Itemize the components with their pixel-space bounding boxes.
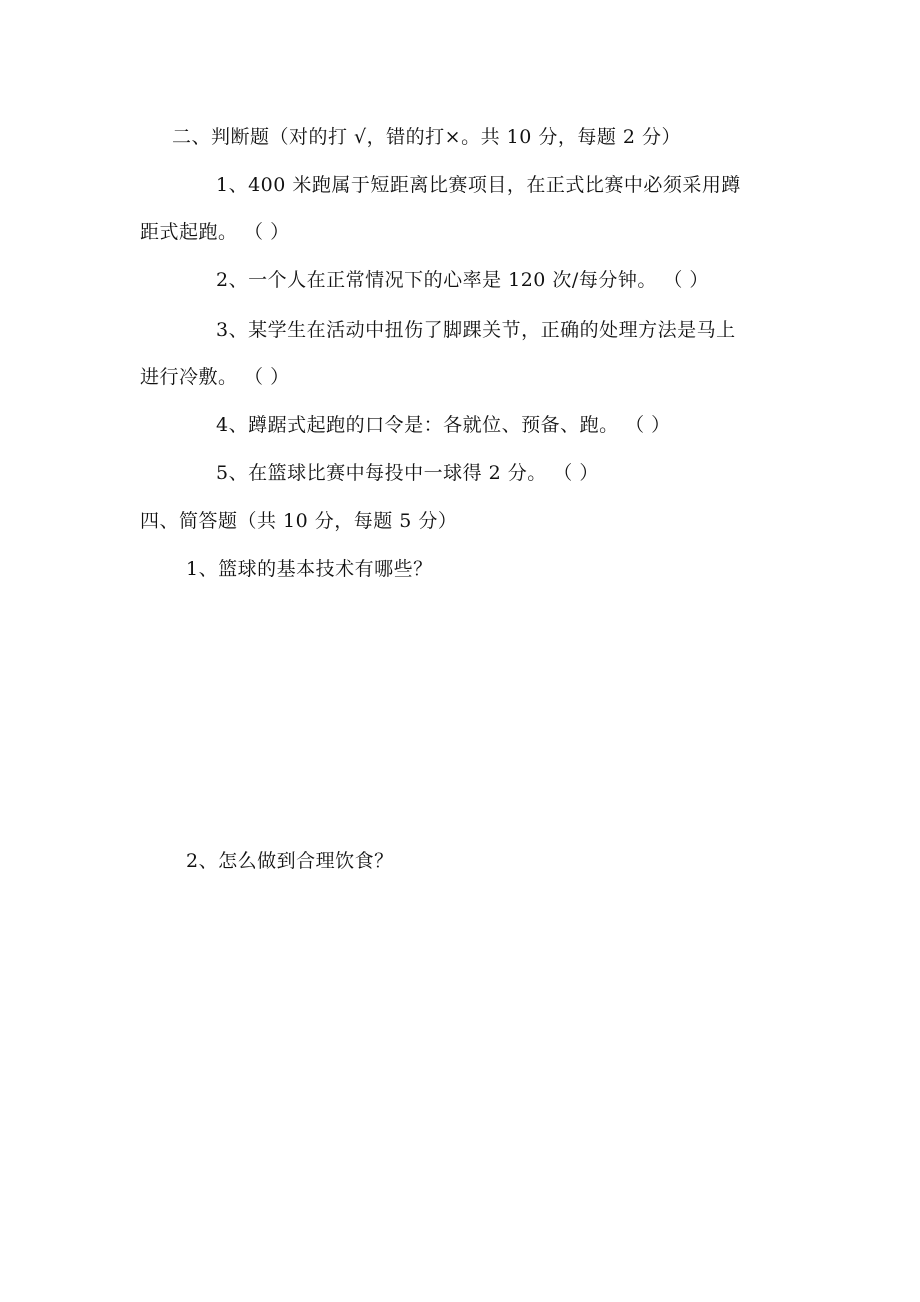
judgment-item-2: 2、一个人在正常情况下的心率是 120 次/每分钟。 （ ） [216, 269, 709, 291]
judgment-item-3-line-1: 3、某学生在活动中扭伤了脚踝关节，正确的处理方法是马上 [216, 319, 736, 341]
judgment-item-3-line-2: 进行冷敷。 （ ） [140, 366, 290, 388]
judgment-section-heading: 二、判断题（对的打 √，错的打×。共 10 分，每题 2 分） [172, 126, 681, 148]
judgment-item-4: 4、蹲踞式起跑的口令是：各就位、预备、跑。 （ ） [216, 414, 671, 436]
short-answer-question-2: 2、怎么做到合理饮食？ [186, 850, 394, 872]
short-answer-question-1: 1、篮球的基本技术有哪些？ [186, 558, 433, 580]
judgment-item-1-line-2: 距式起跑。 （ ） [140, 221, 290, 243]
judgment-item-1-line-1: 1、400 米跑属于短距离比赛项目，在正式比赛中必须采用蹲 [216, 174, 741, 196]
short-answer-section-heading: 四、简答题（共 10 分，每题 5 分） [140, 510, 458, 532]
judgment-item-5: 5、在篮球比赛中每投中一球得 2 分。 （ ） [216, 462, 599, 484]
